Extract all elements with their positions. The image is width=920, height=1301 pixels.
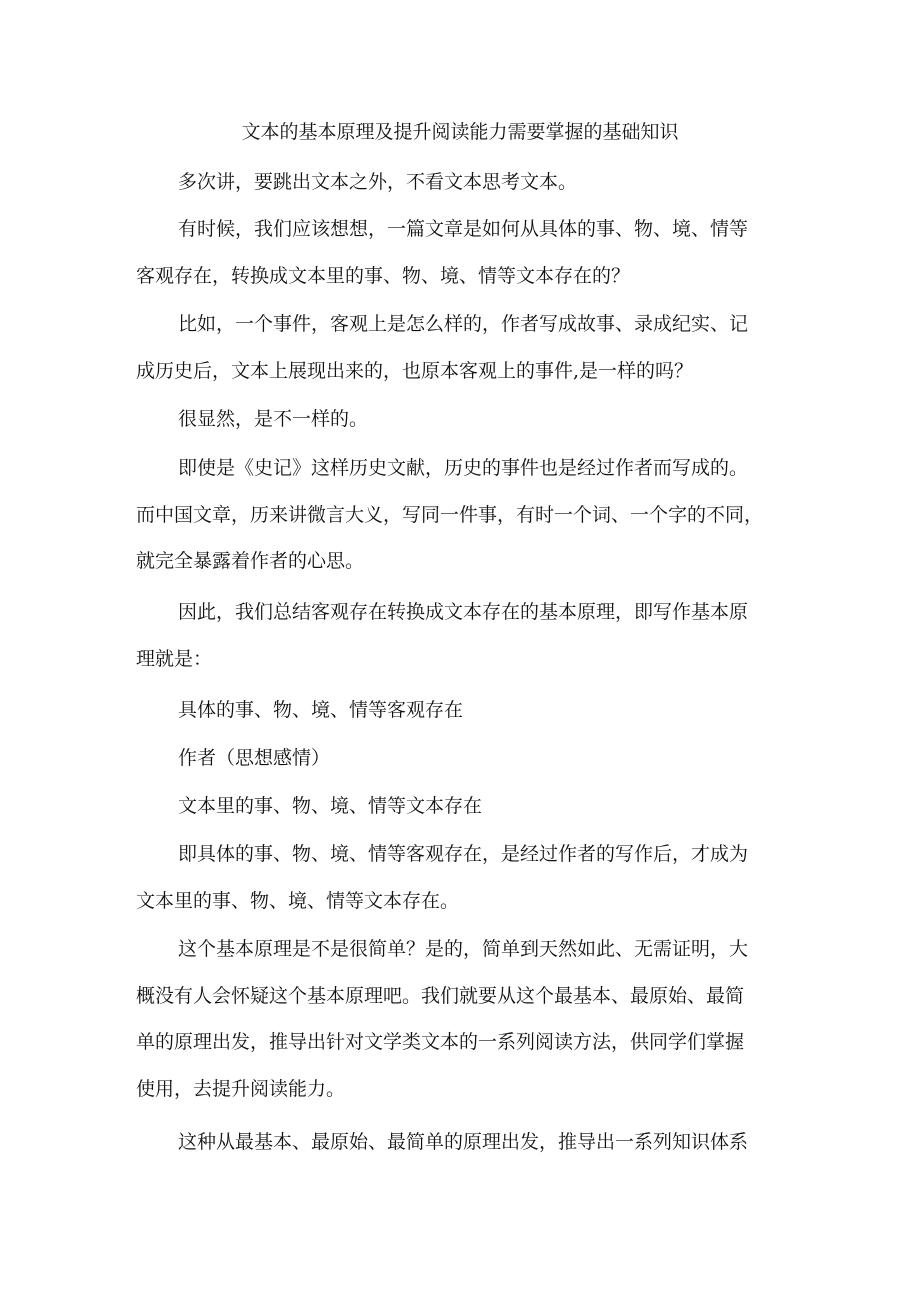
text-line: 有时候，我们应该想想，一篇文章是如何从具体的事、物、境、情等 bbox=[178, 218, 749, 240]
text-line: 概没有人会怀疑这个基本原理吧。我们就要从这个最基本、最原始、最简 bbox=[136, 984, 745, 1007]
paragraph-6 bbox=[136, 598, 788, 691]
paragraph-9 bbox=[136, 792, 788, 839]
paragraph-2 bbox=[136, 215, 788, 308]
text-line: 而中国文章，历来讲微言大义，写同一件事，有时一个词、一个字的不同， bbox=[136, 503, 764, 526]
paragraph-1 bbox=[136, 168, 788, 215]
paragraph-5 bbox=[136, 454, 788, 594]
text-line: 理就是： bbox=[136, 647, 213, 670]
text-line: 比如，一个事件，客观上是怎么样的，作者写成故事、录成纪实、记 bbox=[178, 313, 749, 335]
paragraph-8 bbox=[136, 744, 788, 791]
text-line: 即使是《史记》这样历史文献，历史的事件也是经过作者而写成的。 bbox=[178, 457, 749, 479]
text-line: 文本里的事、物、境、情等文本存在。 bbox=[136, 889, 460, 912]
text-line: 多次讲，要跳出文本之外，不看文本思考文本。 bbox=[178, 171, 578, 193]
paragraph-10 bbox=[136, 840, 788, 933]
text-line: 很显然，是不一样的。 bbox=[178, 408, 369, 430]
text-line: 因此，我们总结客观存在转换成文本存在的基本原理，即写作基本原 bbox=[178, 601, 749, 623]
text-line: 文本里的事、物、境、情等文本存在 bbox=[178, 795, 483, 817]
text-line: 单的原理出发，推导出针对文学类文本的一系列阅读方法，供同学们掌握 bbox=[136, 1031, 745, 1053]
text-line: 作者（思想感情） bbox=[178, 747, 331, 769]
text-line: 客观存在，转换成文本里的事、物、境、情等文本存在的？ bbox=[136, 264, 631, 287]
text-line: 即具体的事、物、境、情等客观存在，是经过作者的写作后，才成为 bbox=[178, 843, 749, 865]
paragraph-4 bbox=[136, 405, 788, 452]
paragraph-3 bbox=[136, 310, 788, 403]
paragraph-11 bbox=[136, 935, 788, 1121]
text-line: 成历史后，文本上展现出来的，也原本客观上的事件,是一样的吗？ bbox=[136, 359, 694, 382]
text-line: 这种从最基本、最原始、最简单的原理出发，推导出一系列知识体系 bbox=[178, 1131, 749, 1153]
paragraph-12 bbox=[136, 1128, 788, 1175]
text-line: 这个基本原理是不是很简单？是的，简单到天然如此、无需证明，大 bbox=[178, 938, 749, 960]
paragraph-7 bbox=[136, 696, 788, 743]
text-line: 具体的事、物、境、情等客观存在 bbox=[178, 699, 464, 721]
document-title: 文本的基本原理及提升阅读能力需要掌握的基础知识 bbox=[241, 121, 679, 143]
text-line: 就完全暴露着作者的心思。 bbox=[136, 550, 365, 572]
text-line: 使用，去提升阅读能力。 bbox=[136, 1077, 346, 1100]
